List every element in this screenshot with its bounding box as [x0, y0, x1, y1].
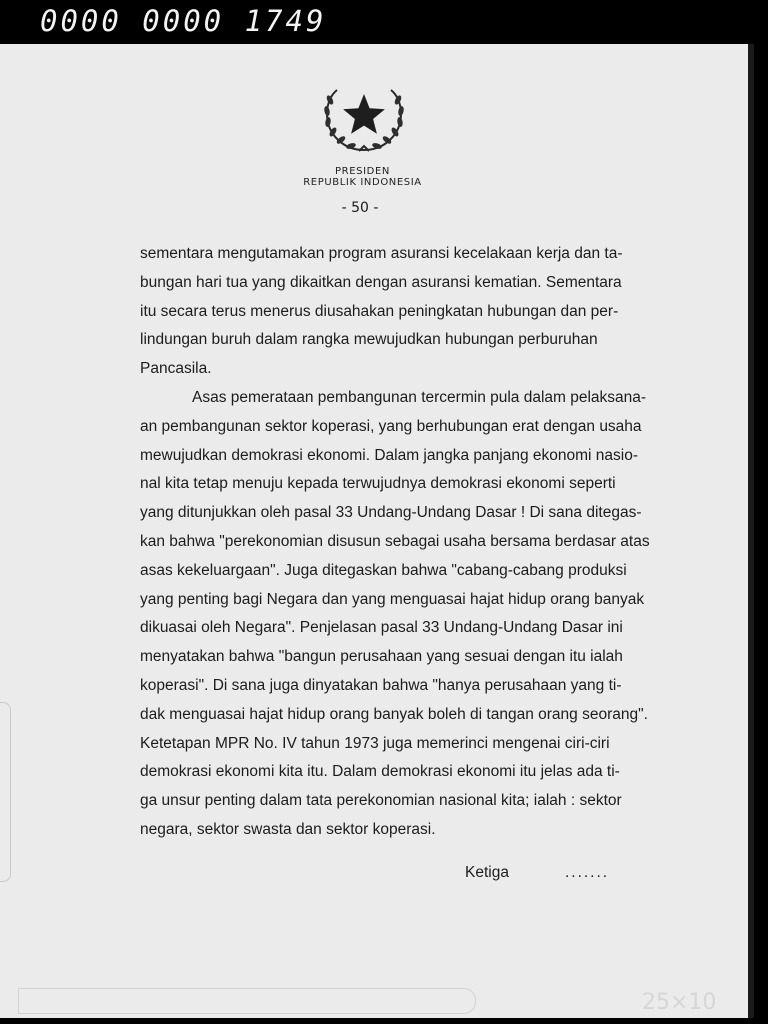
presidential-emblem-icon — [321, 84, 407, 154]
text-line: bungan hari tua yang dikaitkan dengan asuransi kematian. Sementara — [140, 273, 622, 291]
page-number: - 50 - — [341, 200, 379, 216]
text-line: menyatakan bahwa "bangun perusahaan yang sesuai dengan itu ialah — [140, 648, 623, 666]
film-frame-counter: 0000 0000 1749 — [40, 4, 327, 38]
text-line: koperasi". Di sana juga dinyatakan bahwa "hanya perusahaan yang ti- — [140, 676, 622, 694]
text-line: lindungan buruh dalam rangka mewujudkan hubungan perburuhan — [140, 331, 598, 349]
letterhead-subtitle: REPUBLIK INDONESIA — [303, 177, 422, 188]
film-edge-mark — [0, 702, 11, 882]
text-line: yang penting bagi Negara dan yang menguasai hajat hidup orang banyak — [140, 590, 645, 608]
text-line: Ketetapan MPR No. IV tahun 1973 juga memerinci mengenai ciri-ciri — [140, 734, 610, 752]
letterhead-title: PRESIDEN — [335, 166, 390, 177]
text-line: mewujudkan demokrasi ekonomi. Dalam jangka panjang ekonomi nasio- — [140, 446, 638, 464]
text-line: nal kita tetap menuju kepada terwujudnya demokrasi ekonomi seperti — [140, 475, 616, 493]
reduction-ratio-mark: 25×10 — [642, 990, 717, 1015]
text-line: dikuasai oleh Negara". Penjelasan pasal 33 Undang-Undang Dasar ini — [140, 619, 623, 637]
catchword — [465, 864, 609, 882]
body-text — [140, 240, 660, 845]
page-edge-shadow — [748, 44, 754, 1018]
text-line: an pembangunan sektor koperasi, yang berhubungan erat dengan usaha — [140, 417, 642, 435]
text-line: dak menguasai hajat hidup orang banyak boleh di tangan orang seorang". — [140, 705, 648, 723]
text-line: ga unsur penting dalam tata perekonomian nasional kita; ialah : sektor — [140, 792, 622, 810]
text-line: negara, sektor swasta dan sektor koperasi. — [140, 820, 436, 838]
text-line: itu secara terus menerus diusahakan peningkatan hubungan dan per- — [140, 302, 619, 320]
film-scale-bar — [18, 988, 476, 1014]
letterhead — [250, 166, 475, 188]
catchword-dots: ....... — [564, 864, 610, 881]
catchword-word: Ketiga — [465, 864, 509, 881]
text-line: yang ditunjukkan oleh pasal 33 Undang-Undang Dasar ! Di sana ditegas- — [140, 504, 642, 522]
text-line: kan bahwa "perekonomian disusun sebagai usaha bersama berdasar atas — [140, 532, 650, 550]
text-line: demokrasi ekonomi kita itu. Dalam demokrasi ekonomi itu jelas ada ti- — [140, 763, 620, 781]
text-line: asas kekeluargaan". Juga ditegaskan bahwa "cabang-cabang produksi — [140, 561, 627, 579]
document-page — [0, 44, 752, 1018]
text-line: sementara mengutamakan program asuransi kecelakaan kerja dan ta- — [140, 245, 623, 262]
paragraph-first-line: Asas pemerataan pembangunan tercermin pula dalam pelaksana- — [192, 388, 647, 406]
text-line: Pancasila. — [140, 360, 212, 378]
